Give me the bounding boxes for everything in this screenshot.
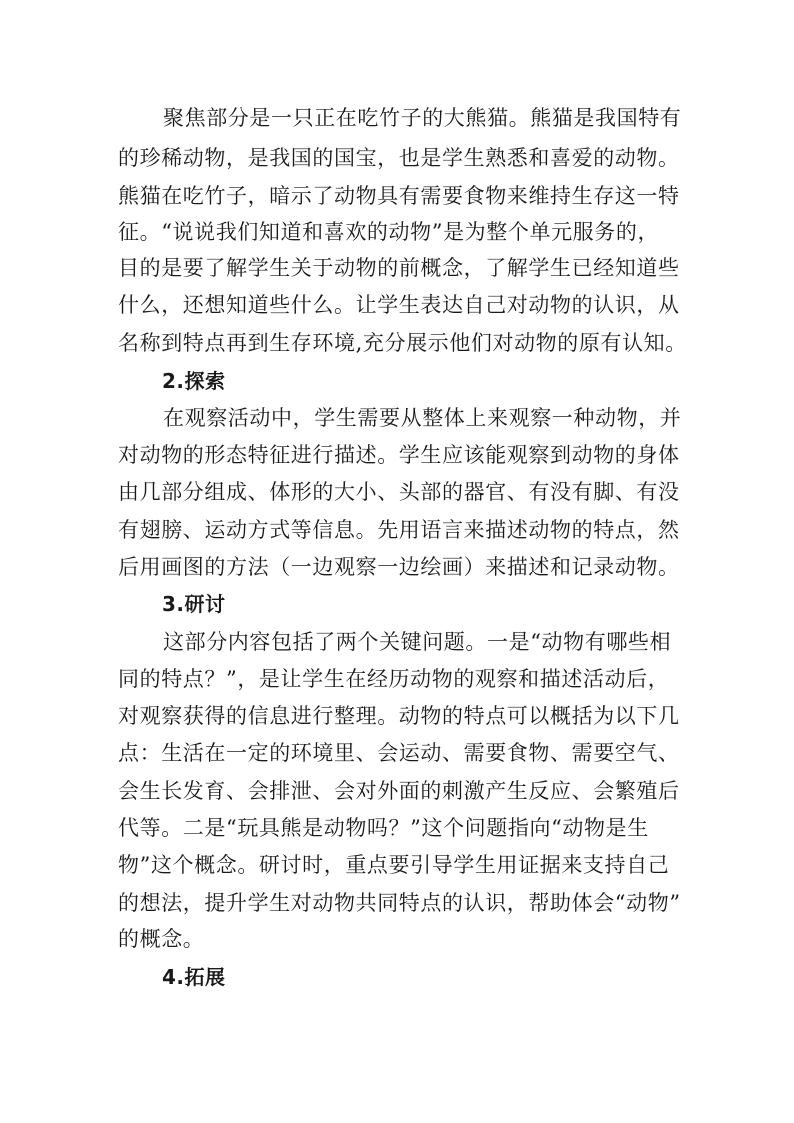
paragraph-line: 的珍稀动物，是我国的国宝，也是学生熟悉和喜爱的动物。 bbox=[118, 146, 680, 170]
paragraph-line: 在观察活动中，学生需要从整体上来观察一种动物，并 bbox=[163, 406, 682, 430]
paragraph-line: 的想法，提升学生对动物共同特点的认识，帮助体会“动物” bbox=[118, 891, 681, 915]
section-heading-discuss: 3.研讨 bbox=[162, 592, 226, 616]
paragraph-line: 的概念。 bbox=[118, 927, 205, 951]
paragraph-line: 目的是要了解学生关于动物的前概念，了解学生已经知道些 bbox=[118, 256, 680, 280]
paragraph-line: 代等。二是“玩具熊是动物吗？”这个问题指向“动物是生 bbox=[118, 816, 649, 840]
paragraph-line: 对动物的形态特征进行描述。学生应该能观察到动物的身体 bbox=[118, 443, 680, 467]
paragraph-line: 物”这个概念。研讨时，重点要引导学生用证据来支持自己 bbox=[118, 853, 670, 877]
paragraph-line: 点：生活在一定的环境里、会运动、需要食物、需要空气、 bbox=[118, 741, 680, 765]
paragraph-line: 后用画图的方法（一边观察一边绘画）来描述和记录动物。 bbox=[118, 555, 680, 579]
paragraph-line: 什么，还想知道些什么。让学生表达自己对动物的认识，从 bbox=[118, 293, 680, 317]
paragraph-line: 熊猫在吃竹子，暗示了动物具有需要食物来维持生存这一特 bbox=[118, 184, 680, 208]
paragraph-line: 由几部分组成、体形的大小、头部的器官、有没有脚、有没 bbox=[118, 480, 680, 504]
paragraph-line: 聚焦部分是一只正在吃竹子的大熊猫。熊猫是我国特有 bbox=[163, 106, 682, 130]
section-heading-extend: 4.拓展 bbox=[162, 965, 226, 989]
paragraph-line: 征。“说说我们知道和喜欢的动物”是为整个单元服务的， bbox=[118, 220, 660, 244]
paragraph-line: 名称到特点再到生存环境,充分展示他们对动物的原有认知。 bbox=[118, 331, 687, 355]
paragraph-line: 对观察获得的信息进行整理。动物的特点可以概括为以下几 bbox=[118, 704, 680, 728]
paragraph-line: 有翅膀、运动方式等信息。先用语言来描述动物的特点，然 bbox=[118, 518, 680, 542]
paragraph-line: 会生长发育、会排泄、会对外面的刺激产生反应、会繁殖后 bbox=[118, 779, 680, 803]
section-heading-explore: 2.探索 bbox=[162, 369, 226, 393]
paragraph-line: 同的特点？”，是让学生在经历动物的观察和描述活动后， bbox=[118, 667, 670, 691]
paragraph-line: 这部分内容包括了两个关键问题。一是“动物有哪些相 bbox=[163, 630, 672, 654]
